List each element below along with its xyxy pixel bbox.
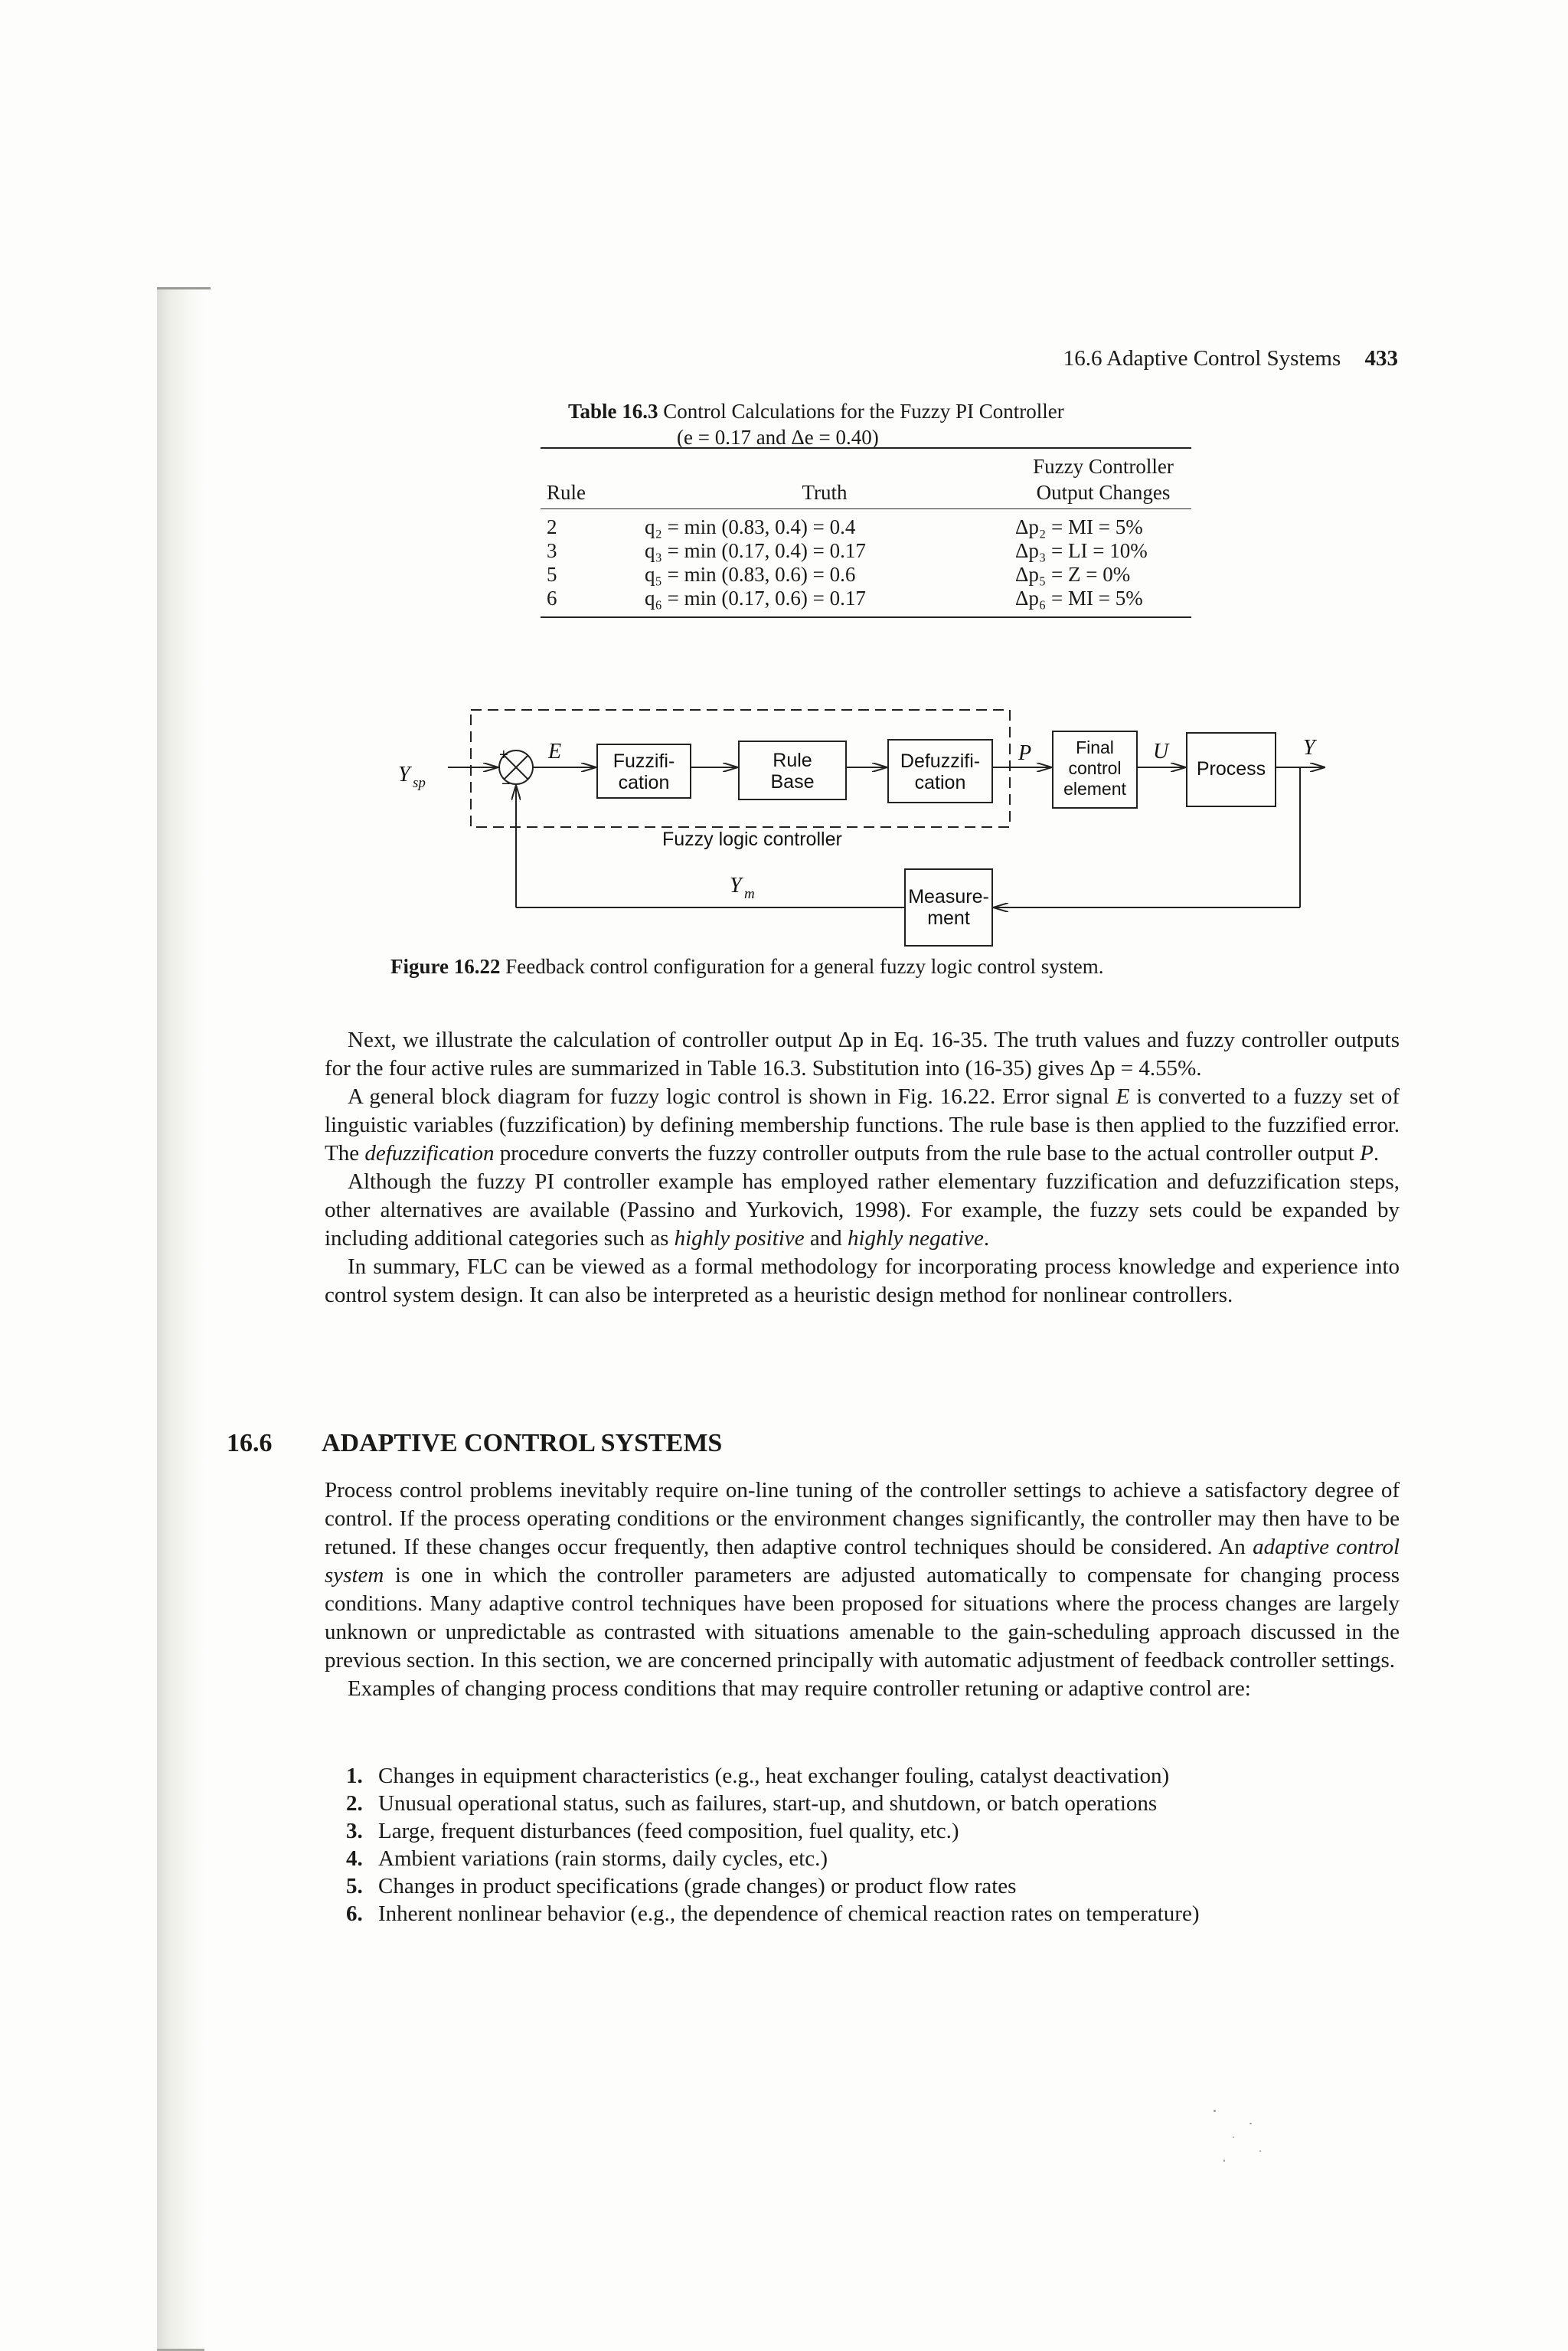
defuzzification-label-line1: Defuzzifi- (900, 750, 981, 772)
process-label: Process (1196, 758, 1266, 780)
minus-sign: − (501, 776, 511, 793)
list-item: 1. Changes in equipment characteristics (e.g., heat exchanger fouling, catalyst deactivation) (346, 1764, 1170, 1788)
table-header-row (541, 448, 1191, 509)
setpoint-subscript: sp (413, 775, 426, 791)
list-item: 2. Unusual operational status, such as failures, start-up, and shutdown, or batch operations (346, 1791, 1158, 1816)
defuzzification-label-line2: cation (914, 772, 966, 793)
cell-rule: 2 (547, 515, 557, 538)
cell-output: Δp₂ = MI = 5% (1015, 515, 1143, 538)
fuzzification-label-line1: Fuzzifi- (612, 750, 675, 772)
section-heading (227, 1429, 722, 1458)
page-number: 433 (1364, 346, 1398, 371)
paragraph: Examples of changing process conditions that may require controller retuning or adaptive control are: (348, 1676, 1251, 1701)
header-output (1004, 448, 1191, 509)
table-row (541, 563, 1191, 587)
running-head-section: 16.6 (1063, 346, 1102, 371)
measured-output-label: Y (730, 874, 742, 898)
table-row (541, 539, 1191, 563)
manipulated-variable-label: U (1153, 740, 1169, 764)
cell-truth: q₆ = min (0.17, 0.6) = 0.17 (645, 587, 866, 610)
paragraph: Although the fuzzy PI controller example has employed rather elementary fuzzification and defuzzification steps, other alternatives are available (Passino and Yurkovich, 1998). For example, the fuzzy sets could be expanded by including additional categories such as highly positive and highly negative. (325, 1169, 1400, 1251)
body-text-section (325, 1476, 1400, 1703)
cell-truth: q₂ = min (0.83, 0.4) = 0.4 (645, 515, 856, 538)
paragraph: Process control problems inevitably require on-line tuning of the controller settings to achieve a satisfactory degree of control. If the process operating conditions or the environment changes significantly, the controller may then have to be retuned. If these changes occur frequently, then adaptive control techniques should be considered. An adaptive control system is one in which the controller parameters are adjusted automatically to compensate for changing process conditions. Many adaptive control techniques have been proposed for situations where the process changes are largely unknown or unpredictable as contrasted with situations amenable to the gain-scheduling approach discussed in the previous section. In this section, we are concerned principally with automatic adjustment of feedback controller settings. (325, 1478, 1400, 1673)
list-item: 5. Changes in product specifications (grade changes) or product flow rates (346, 1874, 1017, 1898)
fuzzy-control-block-diagram (375, 697, 1332, 950)
paragraph: Next, we illustrate the calculation of controller output Δp in Eq. 16-35. The truth values and fuzzy controller outputs for the four active rules are summarized in Table 16.3. Substitution into (16-35) gives Δp = 4.55%. (325, 1028, 1400, 1081)
output-label: Y (1303, 736, 1315, 760)
cell-rule: 6 (547, 587, 557, 610)
conditions-list (346, 1762, 1199, 1928)
running-head (1063, 346, 1398, 371)
list-item: 6. Inherent nonlinear behavior (e.g., the dependence of chemical reaction rates on temperature) (346, 1901, 1200, 1926)
header-output-line2: Output Changes (1036, 481, 1171, 504)
fuzzy-logic-controller-label: Fuzzy logic controller (662, 829, 842, 850)
scan-speck (1233, 2137, 1234, 2138)
measurement-label-line2: ment (927, 907, 970, 929)
cell-output: Δp₃ = LI = 10% (1015, 539, 1148, 562)
body-text-upper (325, 1026, 1400, 1310)
table-label: Table 16.3 (568, 400, 658, 423)
figure-label: Figure 16.22 (390, 955, 501, 978)
final-control-element-line1: Final (1076, 737, 1114, 757)
section-title: ADAPTIVE CONTROL SYSTEMS (322, 1429, 723, 1457)
table-title: Control Calculations for the Fuzzy PI Controller (663, 400, 1064, 423)
list-item: 4. Ambient variations (rain storms, daily cycles, etc.) (346, 1846, 828, 1871)
scan-speck (1259, 2150, 1261, 2152)
figure-caption (390, 955, 1103, 979)
cell-output: Δp₆ = MI = 5% (1015, 587, 1143, 610)
cell-truth: q₅ = min (0.83, 0.6) = 0.6 (645, 563, 856, 586)
setpoint-label: Y (398, 763, 410, 786)
controller-output-label: P (1018, 741, 1032, 765)
list-item: 3. Large, frequent disturbances (feed composition, fuel quality, etc.) (346, 1819, 959, 1843)
cell-rule: 3 (547, 539, 557, 562)
figure-caption-text: Feedback control configuration for a general fuzzy logic control system. (505, 955, 1104, 978)
fuzzification-label-line2: cation (618, 772, 670, 793)
scan-speck (1250, 2123, 1252, 2124)
paragraph: In summary, FLC can be viewed as a formal methodology for incorporating process knowledge and experience into control system design. It can also be interpreted as a heuristic design method for nonlinear controllers. (325, 1254, 1400, 1307)
table-caption (568, 398, 1064, 450)
scan-speck (1214, 2110, 1216, 2112)
scan-page-edge (157, 287, 204, 2351)
measurement-label-line1: Measure- (908, 886, 989, 907)
header-truth: Truth (645, 448, 1004, 509)
rule-base-label-line1: Rule (773, 750, 812, 771)
running-head-title: Adaptive Control Systems (1106, 346, 1341, 371)
section-number: 16.6 (227, 1429, 273, 1457)
plus-sign: + (499, 747, 508, 764)
scan-speck (1223, 2160, 1225, 2162)
cell-rule: 5 (547, 563, 557, 586)
rule-base-label-line2: Base (770, 771, 815, 793)
header-output-line1: Fuzzy Controller (1033, 455, 1174, 478)
cell-output: Δp₅ = Z = 0% (1015, 563, 1131, 586)
final-control-element-line2: control (1068, 758, 1122, 778)
table-row (541, 587, 1191, 617)
table-subtitle: (e = 0.17 and Δe = 0.40) (677, 426, 879, 449)
error-label: E (548, 740, 562, 764)
paragraph: A general block diagram for fuzzy logic control is shown in Fig. 16.22. Error signal E is converted to a fuzzy set of linguistic variables (fuzzification) by defining membership functions. The rule base is then applied to the fuzzified error. The defuzzification procedure converts the fuzzy controller outputs from the rule base to the actual controller output P. (325, 1084, 1400, 1166)
cell-truth: q₃ = min (0.17, 0.4) = 0.17 (645, 539, 866, 562)
measured-output-subscript: m (744, 886, 755, 902)
header-rule: Rule (541, 448, 645, 509)
control-calculations-table (541, 447, 1191, 618)
final-control-element-line3: element (1063, 779, 1126, 799)
table-row (541, 509, 1191, 540)
